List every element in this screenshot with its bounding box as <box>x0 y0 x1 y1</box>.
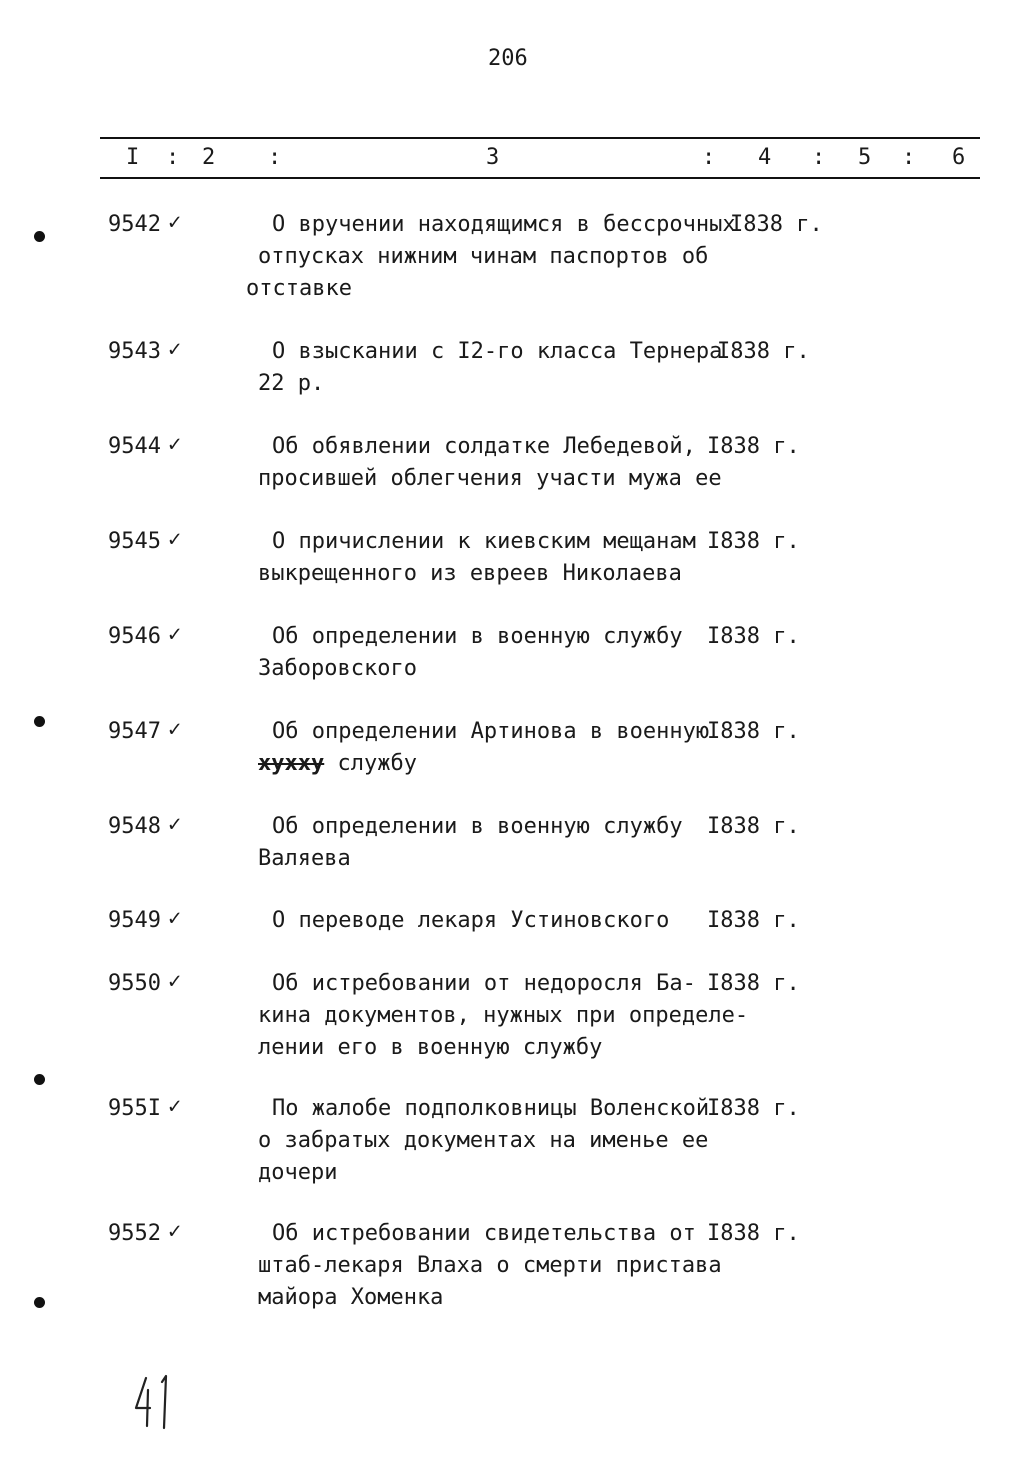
description-line: о забратых документах на именье ее <box>258 1128 709 1153</box>
item-description <box>258 336 723 400</box>
check-mark-icon: ✓ <box>168 812 182 837</box>
column-header-5: 5 <box>858 145 872 170</box>
item-year: I838 г. <box>730 212 823 237</box>
check-mark-icon: ✓ <box>168 717 182 742</box>
struck-out-word: хухху <box>258 751 325 776</box>
item-year: I838 г. <box>707 1221 800 1246</box>
punch-hole <box>34 1074 45 1085</box>
item-number: 9545 <box>108 529 161 554</box>
item-number: 9546 <box>108 624 161 649</box>
description-line: По жалобе подполковницы Воленской <box>272 1096 710 1121</box>
item-number: 9552 <box>108 1221 161 1246</box>
column-separator: : <box>902 145 916 170</box>
description-line: Об обявлении солдатке Лебедевой, <box>272 434 696 459</box>
description-line: дочери <box>258 1160 338 1185</box>
item-year: I838 г. <box>707 908 800 933</box>
description-line: майора Хоменка <box>258 1285 444 1310</box>
description-line: выкрещенного из евреев Николаева <box>258 561 682 586</box>
description-line: Об определении в военную службу <box>272 814 683 839</box>
column-header-6: 6 <box>952 145 966 170</box>
item-description <box>258 621 703 685</box>
description-line: просившей облегчения участи мужа ее <box>258 466 722 491</box>
item-year: I838 г. <box>707 1096 800 1121</box>
handwritten-archive-mark <box>132 1372 182 1432</box>
description-line: Заборовского <box>258 656 417 681</box>
description-line: штаб-лекаря Влаха о смерти пристава <box>258 1253 722 1278</box>
column-header-1: I <box>126 145 140 170</box>
header-rule-top <box>100 137 980 139</box>
punch-hole <box>34 716 45 727</box>
item-number: 9549 <box>108 908 161 933</box>
description-line: О взыскании с I2-го класса Тернера <box>272 339 723 364</box>
column-separator: : <box>812 145 826 170</box>
description-line: О вручении находящимся в бессрочных <box>272 212 736 237</box>
check-mark-icon: ✓ <box>168 337 182 362</box>
item-year: I838 г. <box>707 814 800 839</box>
item-number: 9544 <box>108 434 161 459</box>
punch-hole <box>34 1297 45 1308</box>
item-description <box>258 905 703 937</box>
description-line: кина документов, нужных при определе- <box>258 1003 749 1028</box>
header-rule-bottom <box>100 177 980 179</box>
item-year: I838 г. <box>707 434 800 459</box>
item-number: 9543 <box>108 339 161 364</box>
column-header-2: 2 <box>202 145 216 170</box>
description-line: Об истребовании свидетельства от <box>272 1221 696 1246</box>
description-line: О причислении к киевским мещанам <box>272 529 696 554</box>
description-line: Валяева <box>258 846 351 871</box>
item-number: 9547 <box>108 719 161 744</box>
description-line: отставке <box>246 276 352 301</box>
check-mark-icon: ✓ <box>168 1094 182 1119</box>
item-description <box>246 209 736 305</box>
description-line: Об определении Артинова в военную <box>272 719 710 744</box>
check-mark-icon: ✓ <box>168 210 182 235</box>
item-description <box>258 716 710 780</box>
column-header-3: 3 <box>486 145 500 170</box>
check-mark-icon: ✓ <box>168 1219 182 1244</box>
description-line <box>258 748 703 780</box>
item-description <box>258 1093 710 1189</box>
item-description <box>258 526 703 590</box>
item-description <box>258 968 749 1064</box>
description-line: О переводе лекаря Устиновского <box>272 908 670 933</box>
check-mark-icon: ✓ <box>168 969 182 994</box>
item-description <box>258 1218 722 1314</box>
item-year: I838 г. <box>707 624 800 649</box>
column-separator: : <box>166 145 180 170</box>
item-year: I838 г. <box>707 529 800 554</box>
check-mark-icon: ✓ <box>168 906 182 931</box>
check-mark-icon: ✓ <box>168 622 182 647</box>
description-word: службу <box>337 751 417 776</box>
page-number: 206 <box>488 46 528 71</box>
item-year: I838 г. <box>707 971 800 996</box>
column-separator: : <box>268 145 282 170</box>
item-description <box>258 431 722 495</box>
item-number: 9550 <box>108 971 161 996</box>
item-year: I838 г. <box>707 719 800 744</box>
description-line: лении его в военную службу <box>258 1035 603 1060</box>
item-description <box>258 811 703 875</box>
check-mark-icon: ✓ <box>168 432 182 457</box>
item-number: 9542 <box>108 212 161 237</box>
item-number: 955I <box>108 1096 161 1121</box>
item-year: I838 г. <box>717 339 810 364</box>
description-line: Об истребовании от недоросля Ба- <box>272 971 696 996</box>
check-mark-icon: ✓ <box>168 527 182 552</box>
description-line: Об определении в военную службу <box>272 624 683 649</box>
item-number: 9548 <box>108 814 161 839</box>
punch-hole <box>34 231 45 242</box>
column-separator: : <box>702 145 716 170</box>
column-header-4: 4 <box>758 145 772 170</box>
description-line: 22 р. <box>258 371 325 396</box>
description-line: отпусках нижним чинам паспортов об <box>258 244 709 269</box>
